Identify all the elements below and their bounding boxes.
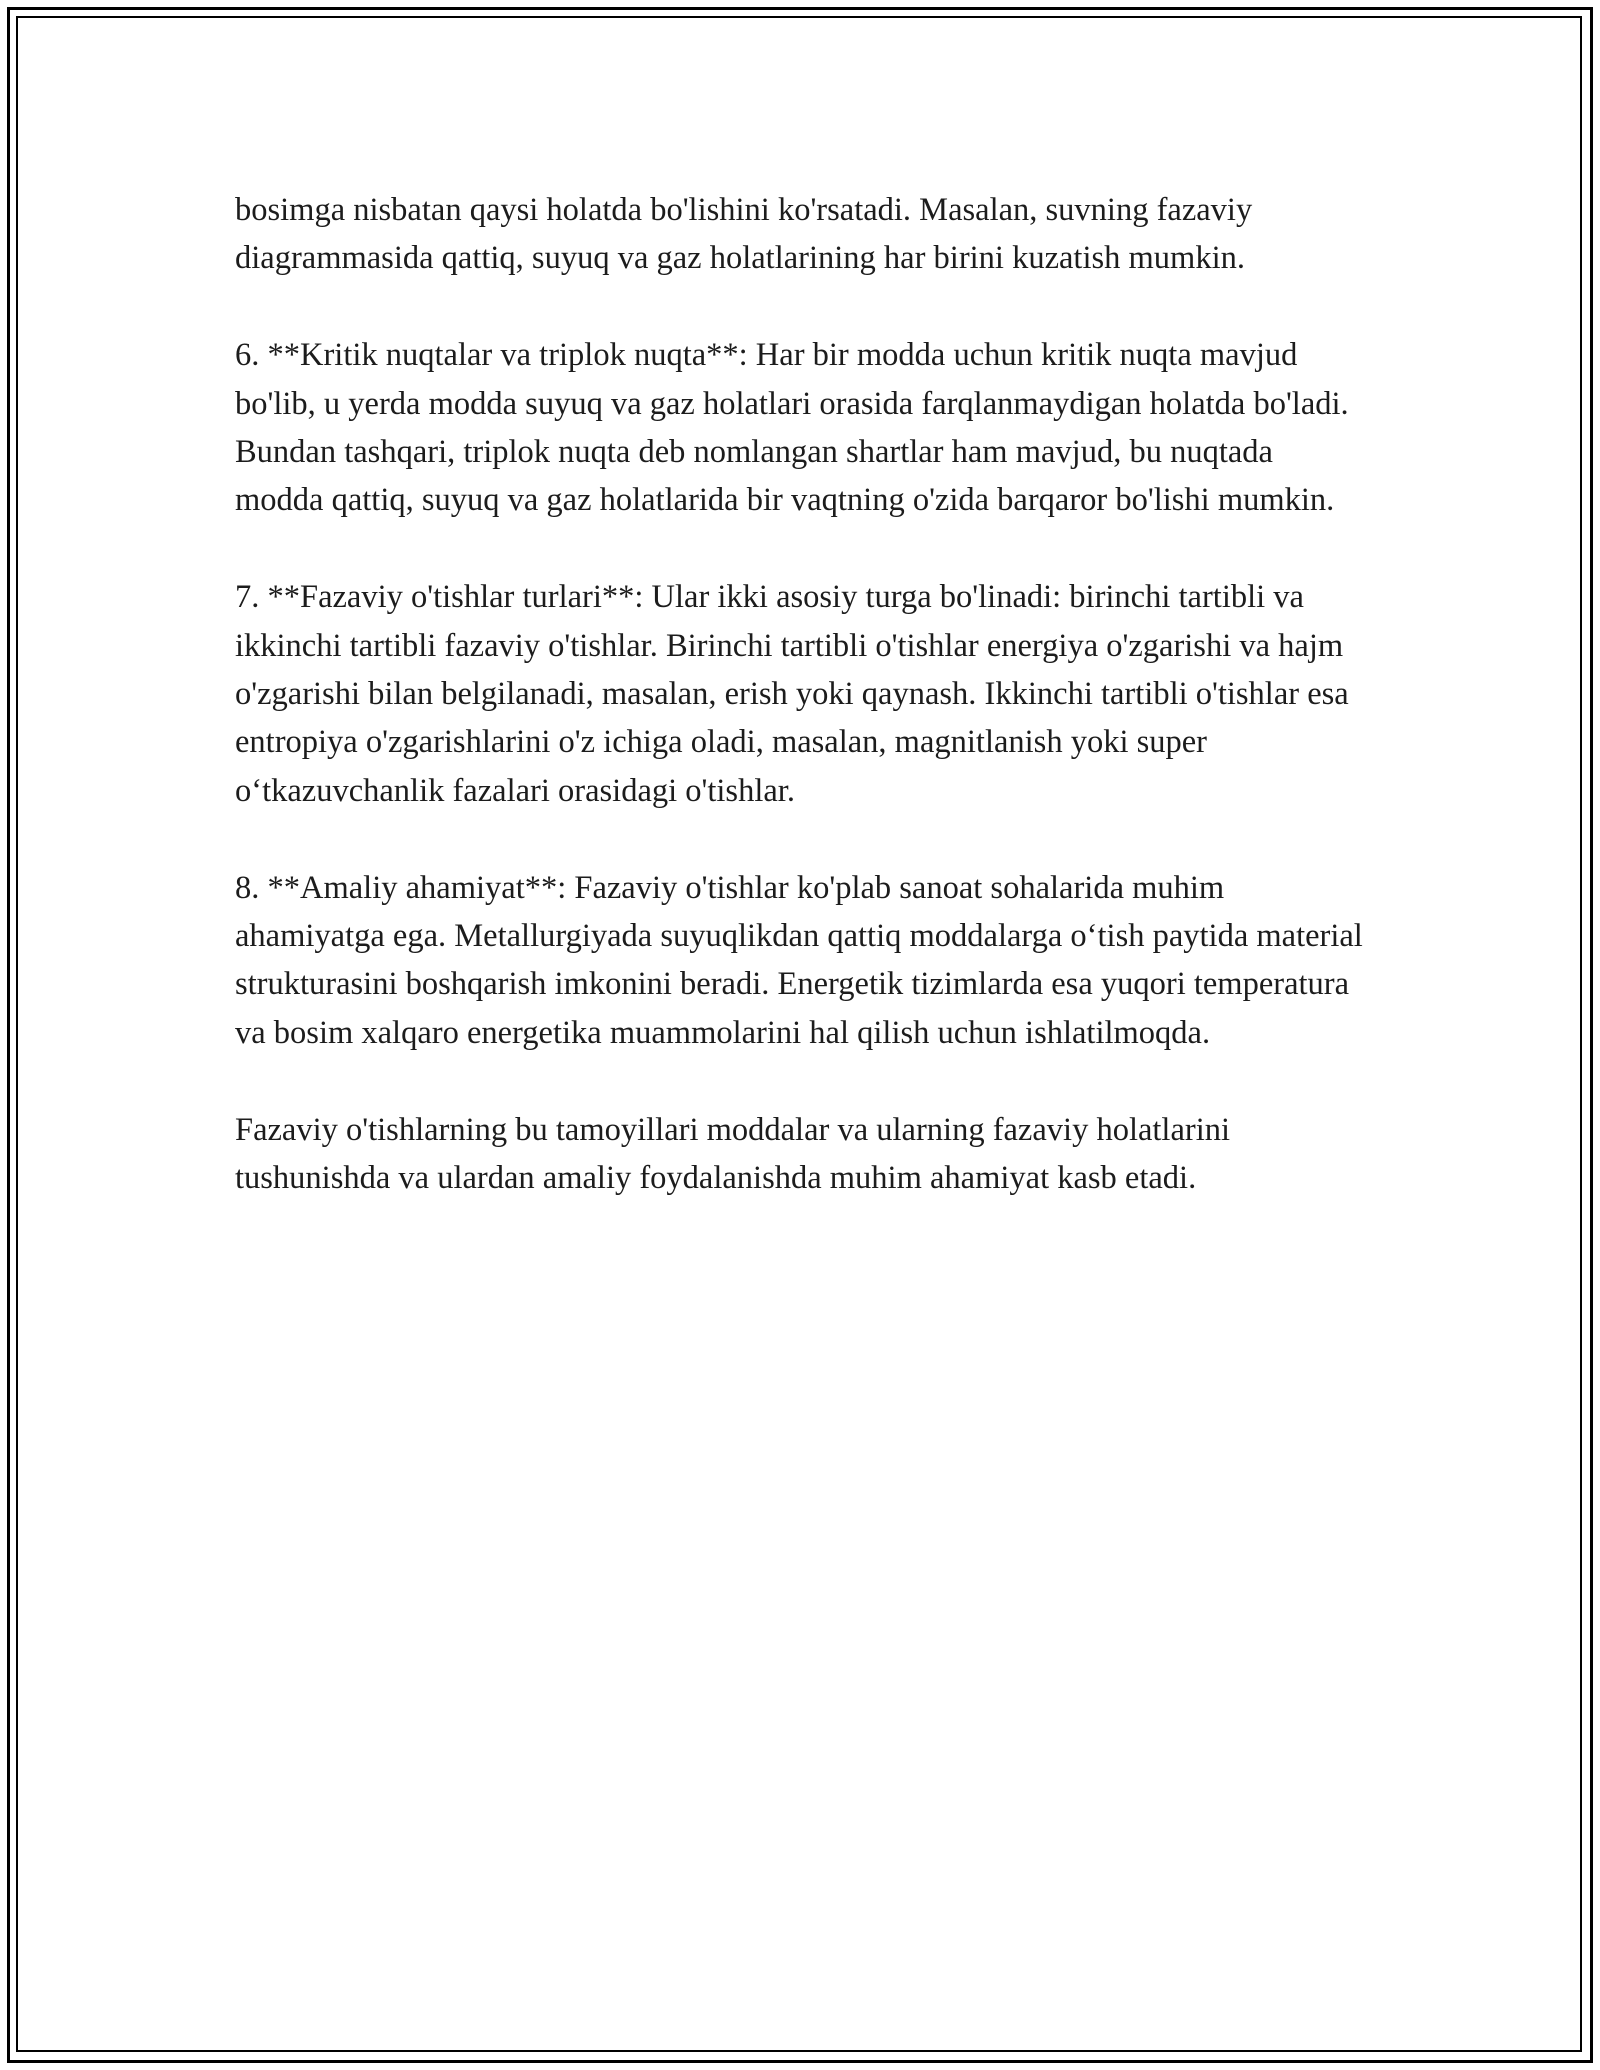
paragraph-intro-continuation: bosimga nisbatan qaysi holatda bo'lishini ko'rsatadi. Masalan, suvning fazaviy diagrammasida qattiq, suyuq va gaz holatlarining har birini kuzatish mumkin.: [235, 192, 1253, 277]
paragraph-conclusion: Fazaviy o'tishlarning bu tamoyillari moddalar va ularning fazaviy holatlarini tushunishda va ulardan amaliy foydalanishda muhim ahamiyat kasb etadi.: [235, 1111, 1231, 1197]
paragraph-critical-points: 6. **Kritik nuqtalar va triplok nuqta**: Har bir modda uchun kritik nuqta mavjud bo'lib, u yerda modda suyuq va gaz holatlari orasida farqlanmaydigan holatda bo'ladi. Bundan tashqari, triplok nuqta deb nomlangan shartlar ham mavjud, bu nuqtada modda qattiq, suyuq va gaz holatlarida bir vaqtning o'zida barqaror bo'lishi mumkin.: [235, 337, 1349, 519]
document-body: [235, 186, 1365, 1202]
paragraph-practical-importance: 8. **Amaliy ahamiyat**: Fazaviy o'tishlar ko'plab sanoat sohalarida muhim ahamiyatga ega. Metallurgiyada suyuqlikdan qattiq moddalarga o‘tish paytida material strukturasini boshqarish imkonini beradi. Energetik tizimlarda esa yuqori temperatura va bosim xalqaro energetika muammolarini hal qilish uchun ishlatilmoqda.: [235, 869, 1363, 1051]
paragraph-transition-types: 7. **Fazaviy o'tishlar turlari**: Ular ikki asosiy turga bo'linadi: birinchi tartibli va ikkinchi tartibli fazaviy o'tishlar. Birinchi tartibli o'tishlar energiya o'zgarishi va hajm o'zgarishi bilan belgilanadi, masalan, erish yoki qaynash. Ikkinchi tartibli o'tishlar esa entropiya o'zgarishlarini o'z ichiga oladi, masalan, magnitlanish yoki super o‘tkazuvchanlik fazalari orasidagi o'tishlar.: [235, 579, 1349, 809]
